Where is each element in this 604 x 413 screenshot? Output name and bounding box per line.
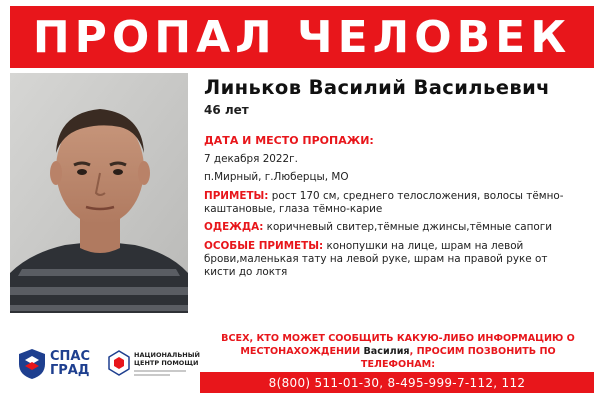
clothes-label: ОДЕЖДА: [204, 221, 264, 233]
special-row [204, 240, 523, 253]
logo2-small-print [134, 370, 186, 372]
features-label: ПРИМЕТЫ: [204, 190, 269, 202]
banner-title: ПРОПАЛ ЧЕЛОВЕК [32, 11, 572, 63]
appeal-part1: МЕСТОНАХОЖДЕНИИ [240, 346, 361, 357]
person-name: Линьков Василий Васильевич [204, 76, 550, 99]
help-center-logo-text [134, 351, 200, 376]
logo1-line2: ГРАД [50, 363, 90, 378]
spas-grad-logo-text [50, 350, 90, 378]
footer-logos [0, 330, 200, 410]
special-label: ОСОБЫЕ ПРИМЕТЫ: [204, 240, 324, 252]
special-line1: конопушки на лице, шрам на левой [326, 240, 524, 252]
logo2-line1: НАЦИОНАЛЬНЫЙ [134, 351, 200, 359]
appeal-text [205, 332, 591, 371]
appeal-line1: ВСЕХ, КТО МОЖЕТ СООБЩИТЬ КАКУЮ-ЛИБО ИНФОРМАЦИЮ О [221, 333, 575, 344]
spas-grad-shield-icon [18, 348, 46, 380]
missing-section-label: ДАТА И МЕСТО ПРОПАЖИ: [204, 134, 374, 147]
help-center-emblem-icon [108, 350, 130, 376]
missing-date: 7 декабря 2022г. [204, 153, 298, 165]
clothes-text: коричневый свитер,тёмные джинсы,тёмные сапоги [266, 221, 553, 233]
appeal-name: Василия [363, 346, 410, 357]
clothes-row [204, 221, 552, 234]
logo1-line1: СПАС [50, 349, 91, 364]
phone-numbers: 8(800) 511-01-30, 8-495-999-7-112, 112 [268, 375, 526, 390]
title-banner [10, 6, 594, 68]
logo2-line2: ЦЕНТР ПОМОЩИ [134, 359, 199, 367]
missing-place: п.Мирный, г.Люберцы, МО [204, 171, 349, 183]
features-line2: каштановые, глаза тёмно-карие [204, 203, 383, 215]
appeal-line2 [205, 345, 591, 371]
person-age: 46 лет [204, 103, 249, 117]
special-line3: кисти до локтя [204, 266, 288, 278]
special-line2: брови,маленькая тату на левой руке, шрам на правой руке от [204, 253, 548, 265]
appeal-part2: , ПРОСИМ ПОЗВОНИТЬ ПО ТЕЛЕФОНАМ: [360, 346, 556, 370]
features-line1: рост 170 см, среднего телосложения, волосы тёмно- [271, 190, 564, 202]
features-row [204, 190, 563, 203]
logo2-small-print-2 [134, 374, 170, 376]
phone-bar [200, 372, 594, 393]
person-photo [10, 73, 188, 313]
